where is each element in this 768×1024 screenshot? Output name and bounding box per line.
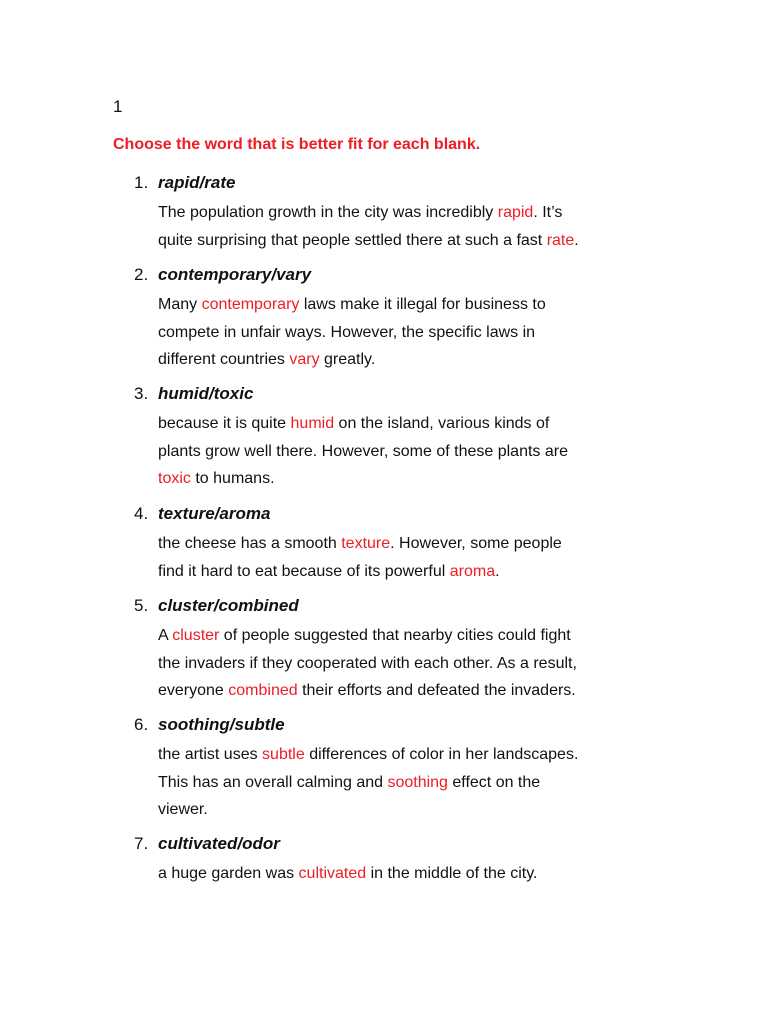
example-sentence (158, 860, 648, 888)
answer-word: contemporary (201, 296, 300, 313)
sentence-text: the cheese has a smooth (158, 535, 342, 552)
answer-word: texture (341, 535, 391, 552)
item-number: 4. (134, 504, 149, 523)
item-number: 5. (134, 596, 149, 615)
sentence-text: laws make it illegal for business to (299, 296, 546, 313)
word-pair: soothing/subtle (158, 715, 285, 734)
sentence-text: . However, some people (390, 535, 562, 552)
sentence-text: quite surprising that people settled there at such a fast (158, 231, 547, 249)
item-number: 7. (134, 834, 149, 853)
sentence-text: viewer. (158, 801, 208, 818)
answer-word: combined (228, 682, 298, 699)
example-sentence (158, 741, 648, 824)
answer-word: cluster (172, 627, 220, 644)
sentence-line (158, 677, 648, 705)
example-sentence (158, 410, 648, 493)
sentence-text: A (158, 627, 173, 644)
sentence-text: . (495, 562, 500, 580)
answer-word: toxic (158, 470, 191, 487)
sentence-text: Many (158, 296, 202, 313)
sentence-text: plants grow well there. However, some of these plants are (158, 442, 568, 460)
item-number: 2. (134, 265, 149, 284)
sentence-line (158, 558, 648, 586)
answer-word: vary (289, 351, 320, 368)
sentence-text: The population growth in the city was incredibly (158, 204, 498, 221)
word-pair: contemporary/vary (158, 265, 312, 284)
answer-word: rapid (497, 204, 534, 221)
sentence-line (158, 530, 648, 558)
sentence-text: greatly. (319, 351, 376, 368)
answer-word: subtle (262, 746, 305, 763)
answer-word: aroma (449, 562, 496, 580)
sentence-text: This has an overall calming and (158, 773, 388, 791)
sentence-line (158, 650, 648, 678)
sentence-text: to humans. (190, 470, 275, 487)
sentence-text: the invaders if they cooperated with each other. As a result, (158, 654, 577, 672)
word-pair: cluster/combined (158, 596, 299, 615)
sentence-text: a huge garden was (158, 865, 299, 882)
word-pair: texture/aroma (158, 504, 271, 523)
sentence-text: their efforts and defeated the invaders. (297, 682, 576, 699)
word-pair: cultivated/odor (158, 834, 280, 853)
sentence-text: . It’s (533, 204, 563, 221)
sentence-text: effect on the (447, 773, 541, 791)
page-number: 1 (113, 97, 123, 116)
sentence-line (158, 291, 648, 319)
sentence-text: on the island, various kinds of (334, 415, 550, 432)
sentence-line (158, 319, 648, 347)
item-number: 3. (134, 384, 149, 403)
sentence-text: because it is quite (158, 415, 291, 432)
sentence-line (158, 796, 648, 824)
sentence-line (158, 769, 648, 797)
word-pair: rapid/rate (158, 173, 236, 192)
sentence-line (158, 199, 648, 227)
answer-word: cultivated (298, 865, 367, 882)
item-number: 1. (134, 173, 149, 192)
item-number: 6. (134, 715, 149, 734)
sentence-line (158, 438, 648, 466)
sentence-line (158, 227, 648, 255)
sentence-line (158, 741, 648, 769)
answer-word: humid (290, 415, 335, 432)
word-pair: humid/toxic (158, 384, 254, 403)
sentence-text: everyone (158, 682, 229, 699)
sentence-text: compete in unfair ways. However, the specific laws in (158, 323, 536, 341)
sentence-line (158, 465, 648, 493)
example-sentence (158, 530, 648, 585)
sentence-line (158, 346, 648, 374)
sentence-text: find it hard to eat because of its powerful (158, 562, 450, 580)
sentence-text: differences of color in her landscapes. (304, 746, 579, 763)
example-sentence (158, 622, 648, 705)
example-sentence (158, 199, 648, 254)
sentence-line (158, 410, 648, 438)
sentence-text: the artist uses (158, 746, 263, 763)
answer-word: rate (546, 231, 575, 249)
example-sentence (158, 291, 648, 374)
sentence-text: . (574, 231, 579, 249)
sentence-text: of people suggested that nearby cities could fight (219, 627, 571, 644)
sentence-line (158, 860, 648, 888)
answer-word: soothing (387, 773, 448, 791)
instruction-heading: Choose the word that is better fit for each blank. (113, 136, 481, 153)
sentence-text: in the middle of the city. (366, 865, 538, 882)
sentence-line (158, 622, 648, 650)
sentence-text: different countries (158, 351, 290, 368)
